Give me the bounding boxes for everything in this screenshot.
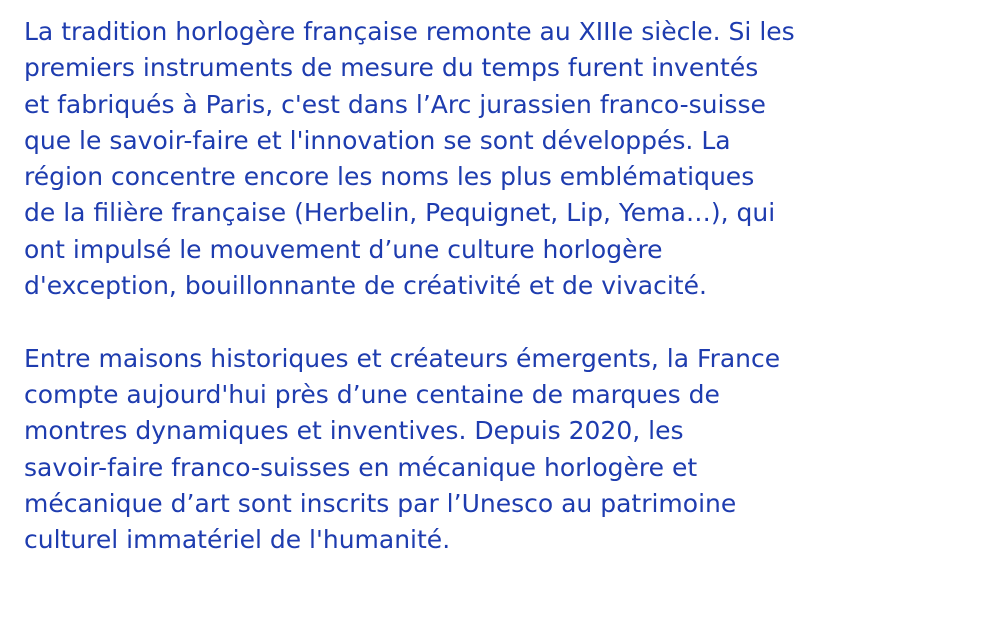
text-line: mécanique d’art sont inscrits par l’Unesco au patrimoine xyxy=(24,488,737,518)
text-line: La tradition horlogère française remonte au XIIIe siècle. Si les xyxy=(24,17,795,46)
text-line: premiers instruments de mesure du temps furent inventés xyxy=(24,53,759,83)
text-line: de la filière française (Herbelin, Pequignet, Lip, Yema…), qui xyxy=(24,198,776,228)
text-line: région concentre encore les noms les plus emblématiques xyxy=(24,162,755,192)
text-line: montres dynamiques et inventives. Depuis 2020, les xyxy=(24,416,684,446)
text-line: ont impulsé le mouvement d’une culture horlogère xyxy=(24,234,663,264)
paragraph-today xyxy=(24,341,984,559)
text-line: et fabriqués à Paris, c'est dans l’Arc jurassien franco-suisse xyxy=(24,89,766,119)
text-line: culturel immatériel de l'humanité. xyxy=(24,525,451,555)
document-body xyxy=(24,14,984,558)
text-line: savoir-faire franco-suisses en mécanique horlogère et xyxy=(24,452,698,482)
text-line: que le savoir-faire et l'innovation se sont développés. La xyxy=(24,125,731,155)
text-line: Entre maisons historiques et créateurs émergents, la France xyxy=(24,343,781,373)
paragraph-history xyxy=(24,14,984,304)
text-line: d'exception, bouillonnante de créativité et de vivacité. xyxy=(24,271,707,301)
text-line: compte aujourd'hui près d’une centaine de marques de xyxy=(24,379,720,409)
paragraph-spacer xyxy=(24,304,984,340)
